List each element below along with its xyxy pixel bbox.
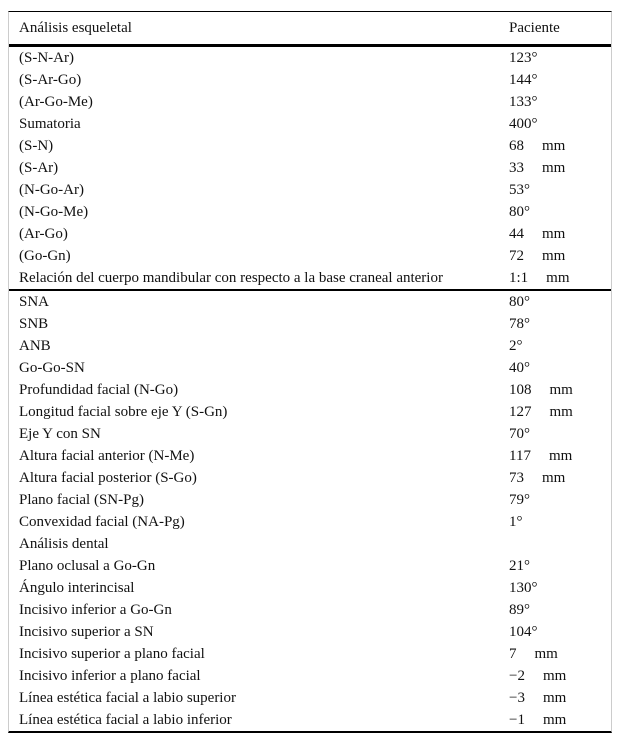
- row-value: [509, 335, 523, 357]
- row-label: Longitud facial sobre eje Y (S-Gn): [19, 404, 228, 420]
- row-value: [509, 157, 565, 179]
- table-row: [9, 423, 611, 445]
- column-header-label: Análisis esqueletal: [19, 20, 132, 36]
- row-label: (S-Ar): [19, 160, 59, 176]
- row-value: [509, 47, 538, 69]
- row-label: Ángulo interincisal: [19, 580, 135, 596]
- table-row: [9, 379, 611, 401]
- row-unit: mm: [542, 248, 566, 264]
- row-label: Incisivo inferior a Go-Gn: [19, 602, 172, 618]
- row-label: Altura facial anterior (N-Me): [19, 448, 195, 464]
- row-label: SNA: [19, 294, 50, 310]
- row-label: (N-Go-Ar): [19, 182, 84, 198]
- row-value-number: −3: [509, 690, 525, 706]
- row-value: [509, 511, 523, 533]
- table-row: [9, 335, 611, 357]
- table-row: [9, 135, 611, 157]
- table-row: [9, 621, 611, 643]
- row-unit: mm: [546, 270, 570, 286]
- row-label: Altura facial posterior (S-Go): [19, 470, 197, 486]
- row-label: SNB: [19, 316, 49, 332]
- row-unit: mm: [549, 404, 573, 420]
- row-value-number: 68: [509, 138, 524, 154]
- table-row: [9, 687, 611, 709]
- table-row: [9, 401, 611, 423]
- row-value-number: 127: [509, 404, 532, 420]
- row-value: [509, 291, 530, 313]
- column-header-value: Paciente: [509, 20, 560, 36]
- row-value-number: 108: [509, 382, 532, 398]
- table-row: [9, 157, 611, 179]
- row-unit: mm: [542, 690, 567, 706]
- row-unit: mm: [534, 646, 558, 662]
- table-body: [9, 47, 611, 731]
- table-row: [9, 511, 611, 533]
- table-row: [9, 599, 611, 621]
- row-value-number: −2: [509, 668, 525, 684]
- row-unit: mm: [542, 226, 566, 242]
- row-value-number: 7: [509, 646, 517, 662]
- row-value: [509, 621, 538, 643]
- row-label: Relación del cuerpo mandibular con respecto a la base craneal anterior: [19, 270, 443, 286]
- row-value-number: 78°: [509, 316, 530, 332]
- row-value-number: 53°: [509, 182, 530, 198]
- row-value-number: 80°: [509, 294, 530, 310]
- row-value: [509, 489, 530, 511]
- row-value: [509, 445, 572, 467]
- analysis-table: [8, 11, 612, 733]
- row-value: [509, 245, 565, 267]
- row-label: (Go-Gn): [19, 248, 71, 264]
- row-value: [509, 577, 538, 599]
- table-row: [9, 643, 611, 665]
- row-unit: mm: [542, 470, 566, 486]
- row-value-number: 44: [509, 226, 524, 242]
- row-label: Incisivo superior a SN: [19, 624, 154, 640]
- row-value: [509, 599, 530, 621]
- table-row: [9, 223, 611, 245]
- row-unit: mm: [549, 382, 573, 398]
- table-row: [9, 267, 611, 289]
- row-value: [509, 223, 565, 245]
- row-value-number: 72: [509, 248, 524, 264]
- row-value: [509, 467, 565, 489]
- row-value-number: 130°: [509, 580, 538, 596]
- row-value: [509, 135, 565, 157]
- row-value: [509, 267, 570, 289]
- table-row: [9, 245, 611, 267]
- row-value: [509, 687, 566, 709]
- row-label: ANB: [19, 338, 51, 354]
- table-row: [9, 91, 611, 113]
- row-value-number: 70°: [509, 426, 530, 442]
- row-unit: mm: [542, 138, 566, 154]
- row-label: Análisis dental: [19, 536, 109, 552]
- row-value: [509, 665, 566, 687]
- row-value-number: 117: [509, 448, 531, 464]
- row-label: (Ar-Go-Me): [19, 94, 93, 110]
- row-value: [509, 423, 530, 445]
- row-value: [509, 91, 538, 113]
- row-value-number: 40°: [509, 360, 530, 376]
- row-value-number: 80°: [509, 204, 530, 220]
- row-label: Línea estética facial a labio superior: [19, 690, 236, 706]
- table-row: [9, 665, 611, 687]
- row-value-number: 21°: [509, 558, 530, 574]
- row-value-number: 144°: [509, 72, 538, 88]
- row-value: [509, 357, 530, 379]
- row-value: [509, 69, 538, 91]
- row-label: Plano facial (SN-Pg): [19, 492, 144, 508]
- row-label: Incisivo superior a plano facial: [19, 646, 205, 662]
- row-value-number: 1°: [509, 514, 523, 530]
- row-value: [509, 201, 530, 223]
- row-unit: mm: [542, 712, 567, 728]
- row-value: [509, 379, 573, 401]
- row-label: (S-N): [19, 138, 54, 154]
- row-label: (N-Go-Me): [19, 204, 89, 220]
- row-label: Convexidad facial (NA-Pg): [19, 514, 185, 530]
- row-value: [509, 179, 530, 201]
- table-row: [9, 313, 611, 335]
- row-value: [509, 313, 530, 335]
- row-label: Incisivo inferior a plano facial: [19, 668, 201, 684]
- table-row: [9, 113, 611, 135]
- table-row: [9, 179, 611, 201]
- row-value-number: −1: [509, 712, 525, 728]
- row-value: [509, 643, 558, 665]
- row-value: [509, 709, 566, 731]
- row-unit: mm: [542, 160, 566, 176]
- row-value-number: 79°: [509, 492, 530, 508]
- row-label: Línea estética facial a labio inferior: [19, 712, 232, 728]
- row-value-number: 33: [509, 160, 524, 176]
- row-label: Profundidad facial (N-Go): [19, 382, 179, 398]
- table-header-row: [9, 12, 611, 44]
- table-row: [9, 489, 611, 511]
- row-label: Eje Y con SN: [19, 426, 101, 442]
- row-value-number: 400°: [509, 116, 538, 132]
- row-value: [509, 555, 530, 577]
- row-value: [509, 401, 573, 423]
- row-value-number: 123°: [509, 50, 538, 66]
- row-label: Sumatoria: [19, 116, 81, 132]
- row-unit: mm: [548, 448, 573, 464]
- row-label: Go-Go-SN: [19, 360, 85, 376]
- table-row: [9, 445, 611, 467]
- row-value-number: 133°: [509, 94, 538, 110]
- table-row: [9, 577, 611, 599]
- row-label: (Ar-Go): [19, 226, 68, 242]
- row-unit: mm: [542, 668, 567, 684]
- row-label: (S-N-Ar): [19, 50, 74, 66]
- row-label: (S-Ar-Go): [19, 72, 82, 88]
- row-value-number: 89°: [509, 602, 530, 618]
- table-row: [9, 709, 611, 731]
- table-row: [9, 533, 611, 555]
- table-row: [9, 291, 611, 313]
- row-label: Plano oclusal a Go-Gn: [19, 558, 156, 574]
- table-row: [9, 357, 611, 379]
- row-value-number: 2°: [509, 338, 523, 354]
- row-value-number: 73: [509, 470, 524, 486]
- table-row: [9, 555, 611, 577]
- row-value-number: 1:1: [509, 270, 529, 286]
- row-value-number: 104°: [509, 624, 538, 640]
- table-row: [9, 69, 611, 91]
- table-row: [9, 47, 611, 69]
- table-row: [9, 201, 611, 223]
- row-value: [509, 113, 538, 135]
- table-row: [9, 467, 611, 489]
